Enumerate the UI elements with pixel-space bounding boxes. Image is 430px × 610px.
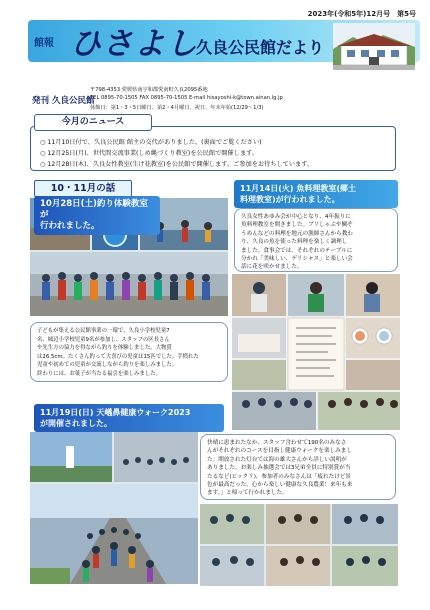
walk-body: 快晴に恵まれたなか、スタッフ含わせて190名のみなさ んがそれぞれのコースを目指し健康ウォークを楽しみまし た。開放された灯台では海の雄大さんから詳しい説明が ありました。お楽しみ抽選会では3兄弟全員に特別賞が当 たるなど(ビックリ)。参加者のみなさんは「疲れたけど景 色が最高だった。心から楽しい健康な久良農業！来年も来 ます。」と帰って行かれました。 xyxy=(200,434,396,500)
news-item: ○ 11月10日付で、久良公民館 館主の交代がありました。(裏面でご覧ください) xyxy=(40,139,262,146)
cooking-heading: 11月14日(火) 魚料理教室(郷土 料理教室)が行われました。 xyxy=(234,180,398,208)
cooking-body: 久良女性あゆみ会が中心となり、4年振りに 魚料理教室を開きました。ブリしゃぶや鯛ぞ うめんなどの料理を地元の漁師さんから教わ り、久良の魚を使った料理を楽しく調理し ました。食事会では、それぞれのテーブルに 分かれ「美味しい、デリシャス」と楽しい会 話に花を咲かせました。 xyxy=(234,208,398,272)
kanpo-label: 館報 xyxy=(34,38,54,49)
publisher-closed-days: 休館日：第1・3・5日曜日、第2・4月曜日、祝日、年末年始(12/29〜1/3) xyxy=(90,105,264,111)
fishing-heading: 10月28日(土)釣り体験教室が 行われました。 xyxy=(34,196,160,235)
fishing-body: 子どもが集える公民館事業の一環で、久良小学校児童7 名、城辺小学校児童9名が参加し、スタッフの区長さん や先生方の協力を得ながら釣りを体験しました。大物賞 は26.5cm。たくさん釣って大喜びの児童は15匹でした。手慣れた 児童や初めての児童が交流しながら釣りを楽しみました。 終わりには、お菓子が当たる福引を楽しみました。 xyxy=(30,322,228,382)
newsletter-title: ひさよし xyxy=(70,26,198,62)
walk-photo-collage xyxy=(30,432,198,584)
section-heading: 10・11月の話 xyxy=(34,180,132,197)
news-item: ○ 12月28日(木)、久良女性教室(生け花教室)を公民館で開催します。ご参加をお待ちしています。 xyxy=(40,161,314,168)
community-hall-illustration xyxy=(333,23,415,70)
news-heading: 今月のニュース xyxy=(34,114,152,131)
walk-event-photos xyxy=(200,504,398,586)
cooking-photo-collage xyxy=(232,274,400,430)
newsletter-subtitle: 久良公民館だより xyxy=(196,38,325,57)
publisher-contact: TEL 0895-70-1505 FAX 0895-70-1505 E-mail hisayoshi-k@town.ainan.lg.jp xyxy=(90,95,283,101)
publisher-address: 〒798-4353 愛媛県南宇和郡愛南町久良2095番地 xyxy=(90,87,208,93)
issue-number: 2023年(令和5年)12月号 第5号 xyxy=(307,10,416,18)
publisher-label: 発刊 久良公民館 xyxy=(32,96,95,106)
walk-heading: 11月19日(日) 天嶬鼻健康ウォーク2023 が開催されました。 xyxy=(34,404,224,432)
news-item: ○ 12月25日(月)、世代間交流事業(しめ縄づくり教室)を公民館で開催します。 xyxy=(40,150,258,157)
